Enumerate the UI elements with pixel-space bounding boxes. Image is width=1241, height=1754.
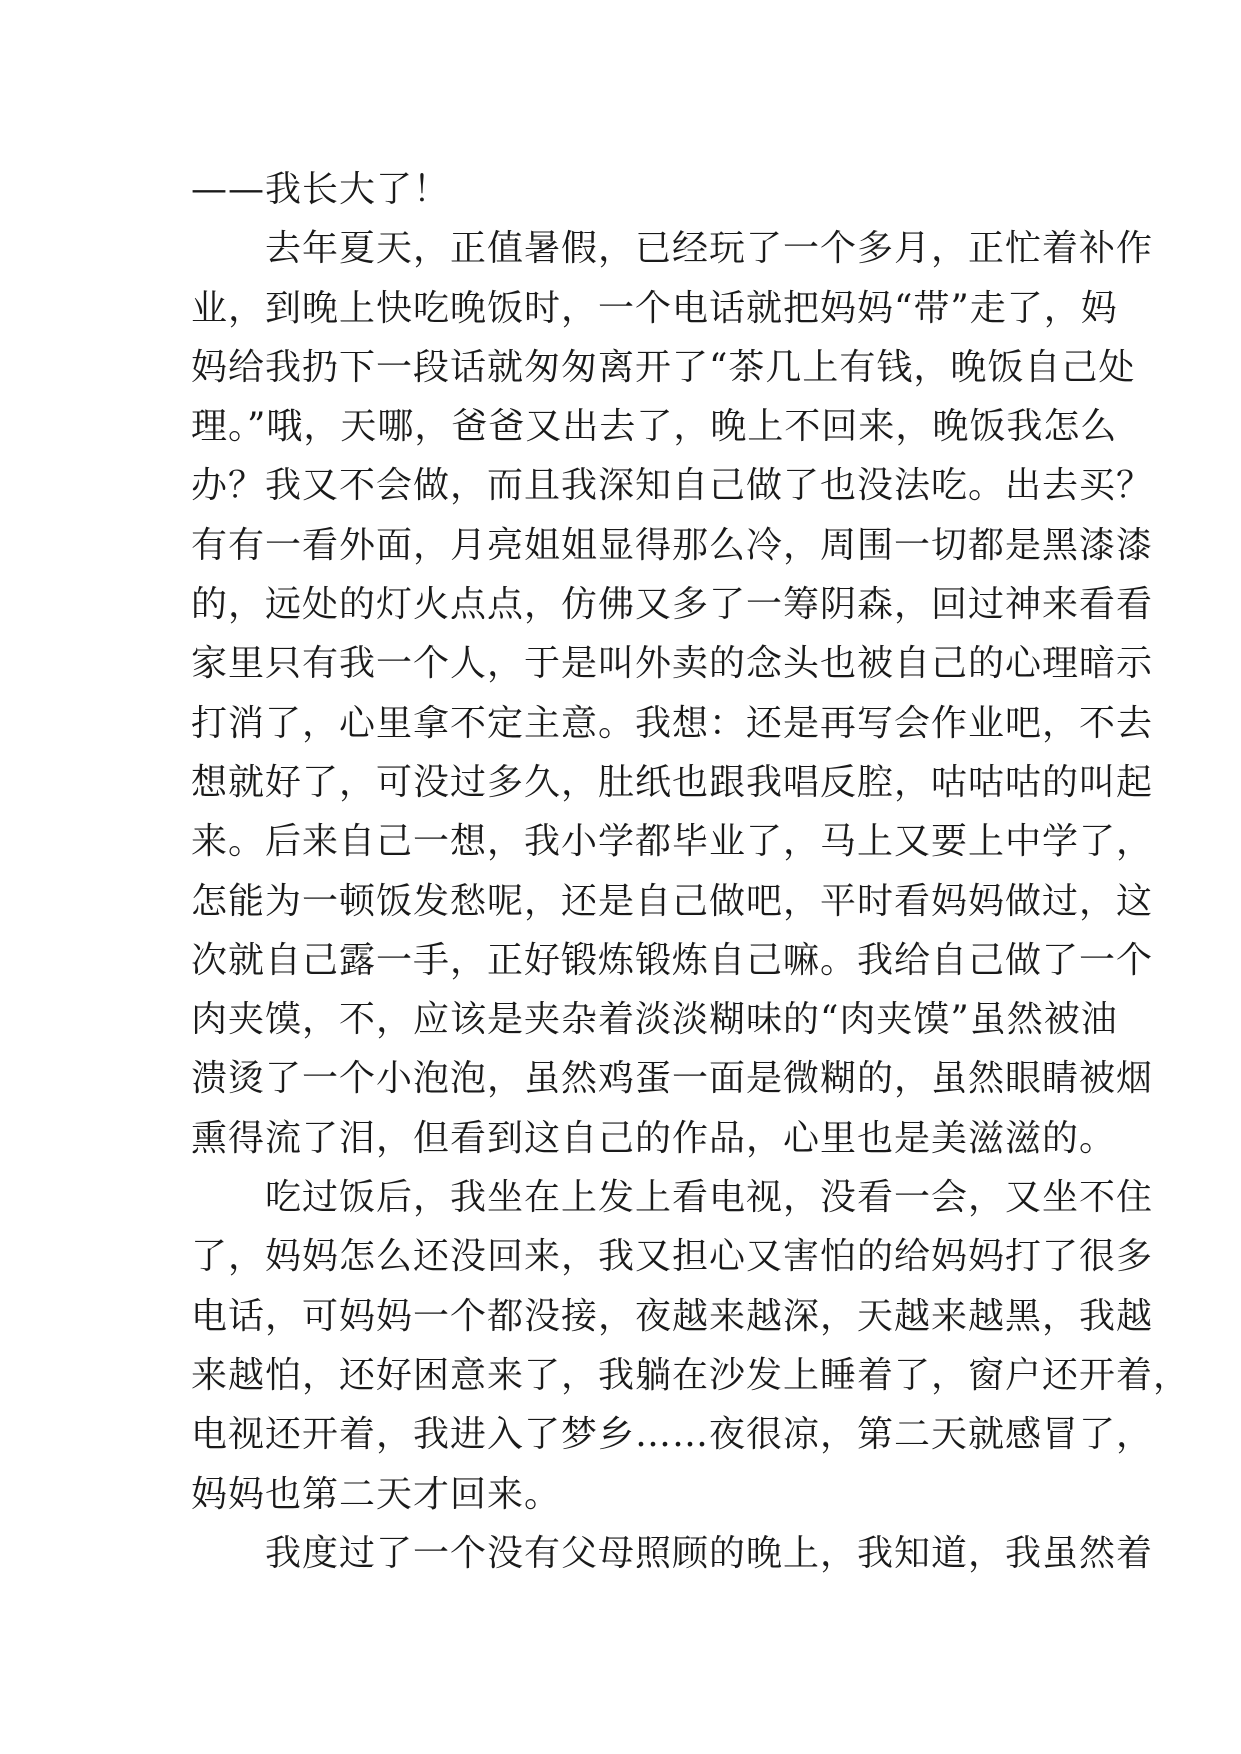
essay-line: 我度过了一个没有父母照顾的晚上，我知道，我虽然着	[191, 1532, 1154, 1574]
essay-line: 来越怕，还好困意来了，我躺在沙发上睡着了，窗户还开着，	[191, 1354, 1191, 1396]
essay-line: 的，远处的灯火点点，仿佛又多了一筹阴森，回过神来看看	[191, 584, 1154, 626]
essay-line: 妈给我扔下一段话就匆匆离开了“茶几上有钱，晚饭自己处	[191, 346, 1136, 388]
essay-body	[191, 160, 1191, 1583]
essay-line: 怎能为一顿饭发愁呢，还是自己做吧，平时看妈妈做过，这	[191, 880, 1154, 922]
essay-line: 电视还开着，我进入了梦乡……夜很凉，第二天就感冒了，	[191, 1414, 1154, 1456]
essay-line: 去年夏天，正值暑假，已经玩了一个多月，正忙着补作	[191, 228, 1154, 270]
essay-line: 电话，可妈妈一个都没接，夜越来越深，天越来越黑，我越	[191, 1295, 1154, 1337]
essay-line: 理。”哦，天哪，爸爸又出去了，晚上不回来，晚饭我怎么	[191, 406, 1118, 448]
essay-line: 想就好了，可没过多久，肚纸也跟我唱反腔，咕咕咕的叫起	[191, 761, 1154, 803]
essay-line: 来。后来自己一想，我小学都毕业了，马上又要上中学了，	[191, 821, 1154, 863]
essay-line: 有有一看外面，月亮姐姐显得那么冷，周围一切都是黑漆漆	[191, 524, 1154, 566]
essay-line: 业，到晚上快吃晚饭时，一个电话就把妈妈“带”走了，妈	[191, 287, 1118, 329]
essay-line: 溃烫了一个小泡泡，虽然鸡蛋一面是微糊的，虽然眼睛被烟	[191, 1058, 1154, 1100]
essay-line: 肉夹馍，不，应该是夹杂着淡淡糊味的“肉夹馍”虽然被油	[191, 999, 1118, 1041]
essay-line: 了，妈妈怎么还没回来，我又担心又害怕的给妈妈打了很多	[191, 1236, 1154, 1278]
essay-line: 妈妈也第二天才回来。	[191, 1473, 562, 1515]
essay-line: ——我长大了！	[191, 169, 451, 210]
essay-line: 吃过饭后，我坐在上发上看电视，没看一会，又坐不住	[191, 1177, 1154, 1219]
essay-line: 办？我又不会做，而且我深知自己做了也没法吃。出去买？	[191, 465, 1154, 507]
essay-line: 打消了，心里拿不定主意。我想：还是再写会作业吧，不去	[191, 702, 1154, 744]
essay-line: 次就自己露一手，正好锻炼锻炼自己嘛。我给自己做了一个	[191, 939, 1154, 981]
essay-line: 家里只有我一个人，于是叫外卖的念头也被自己的心理暗示	[191, 643, 1154, 685]
essay-line: 熏得流了泪，但看到这自己的作品，心里也是美滋滋的。	[191, 1117, 1117, 1159]
